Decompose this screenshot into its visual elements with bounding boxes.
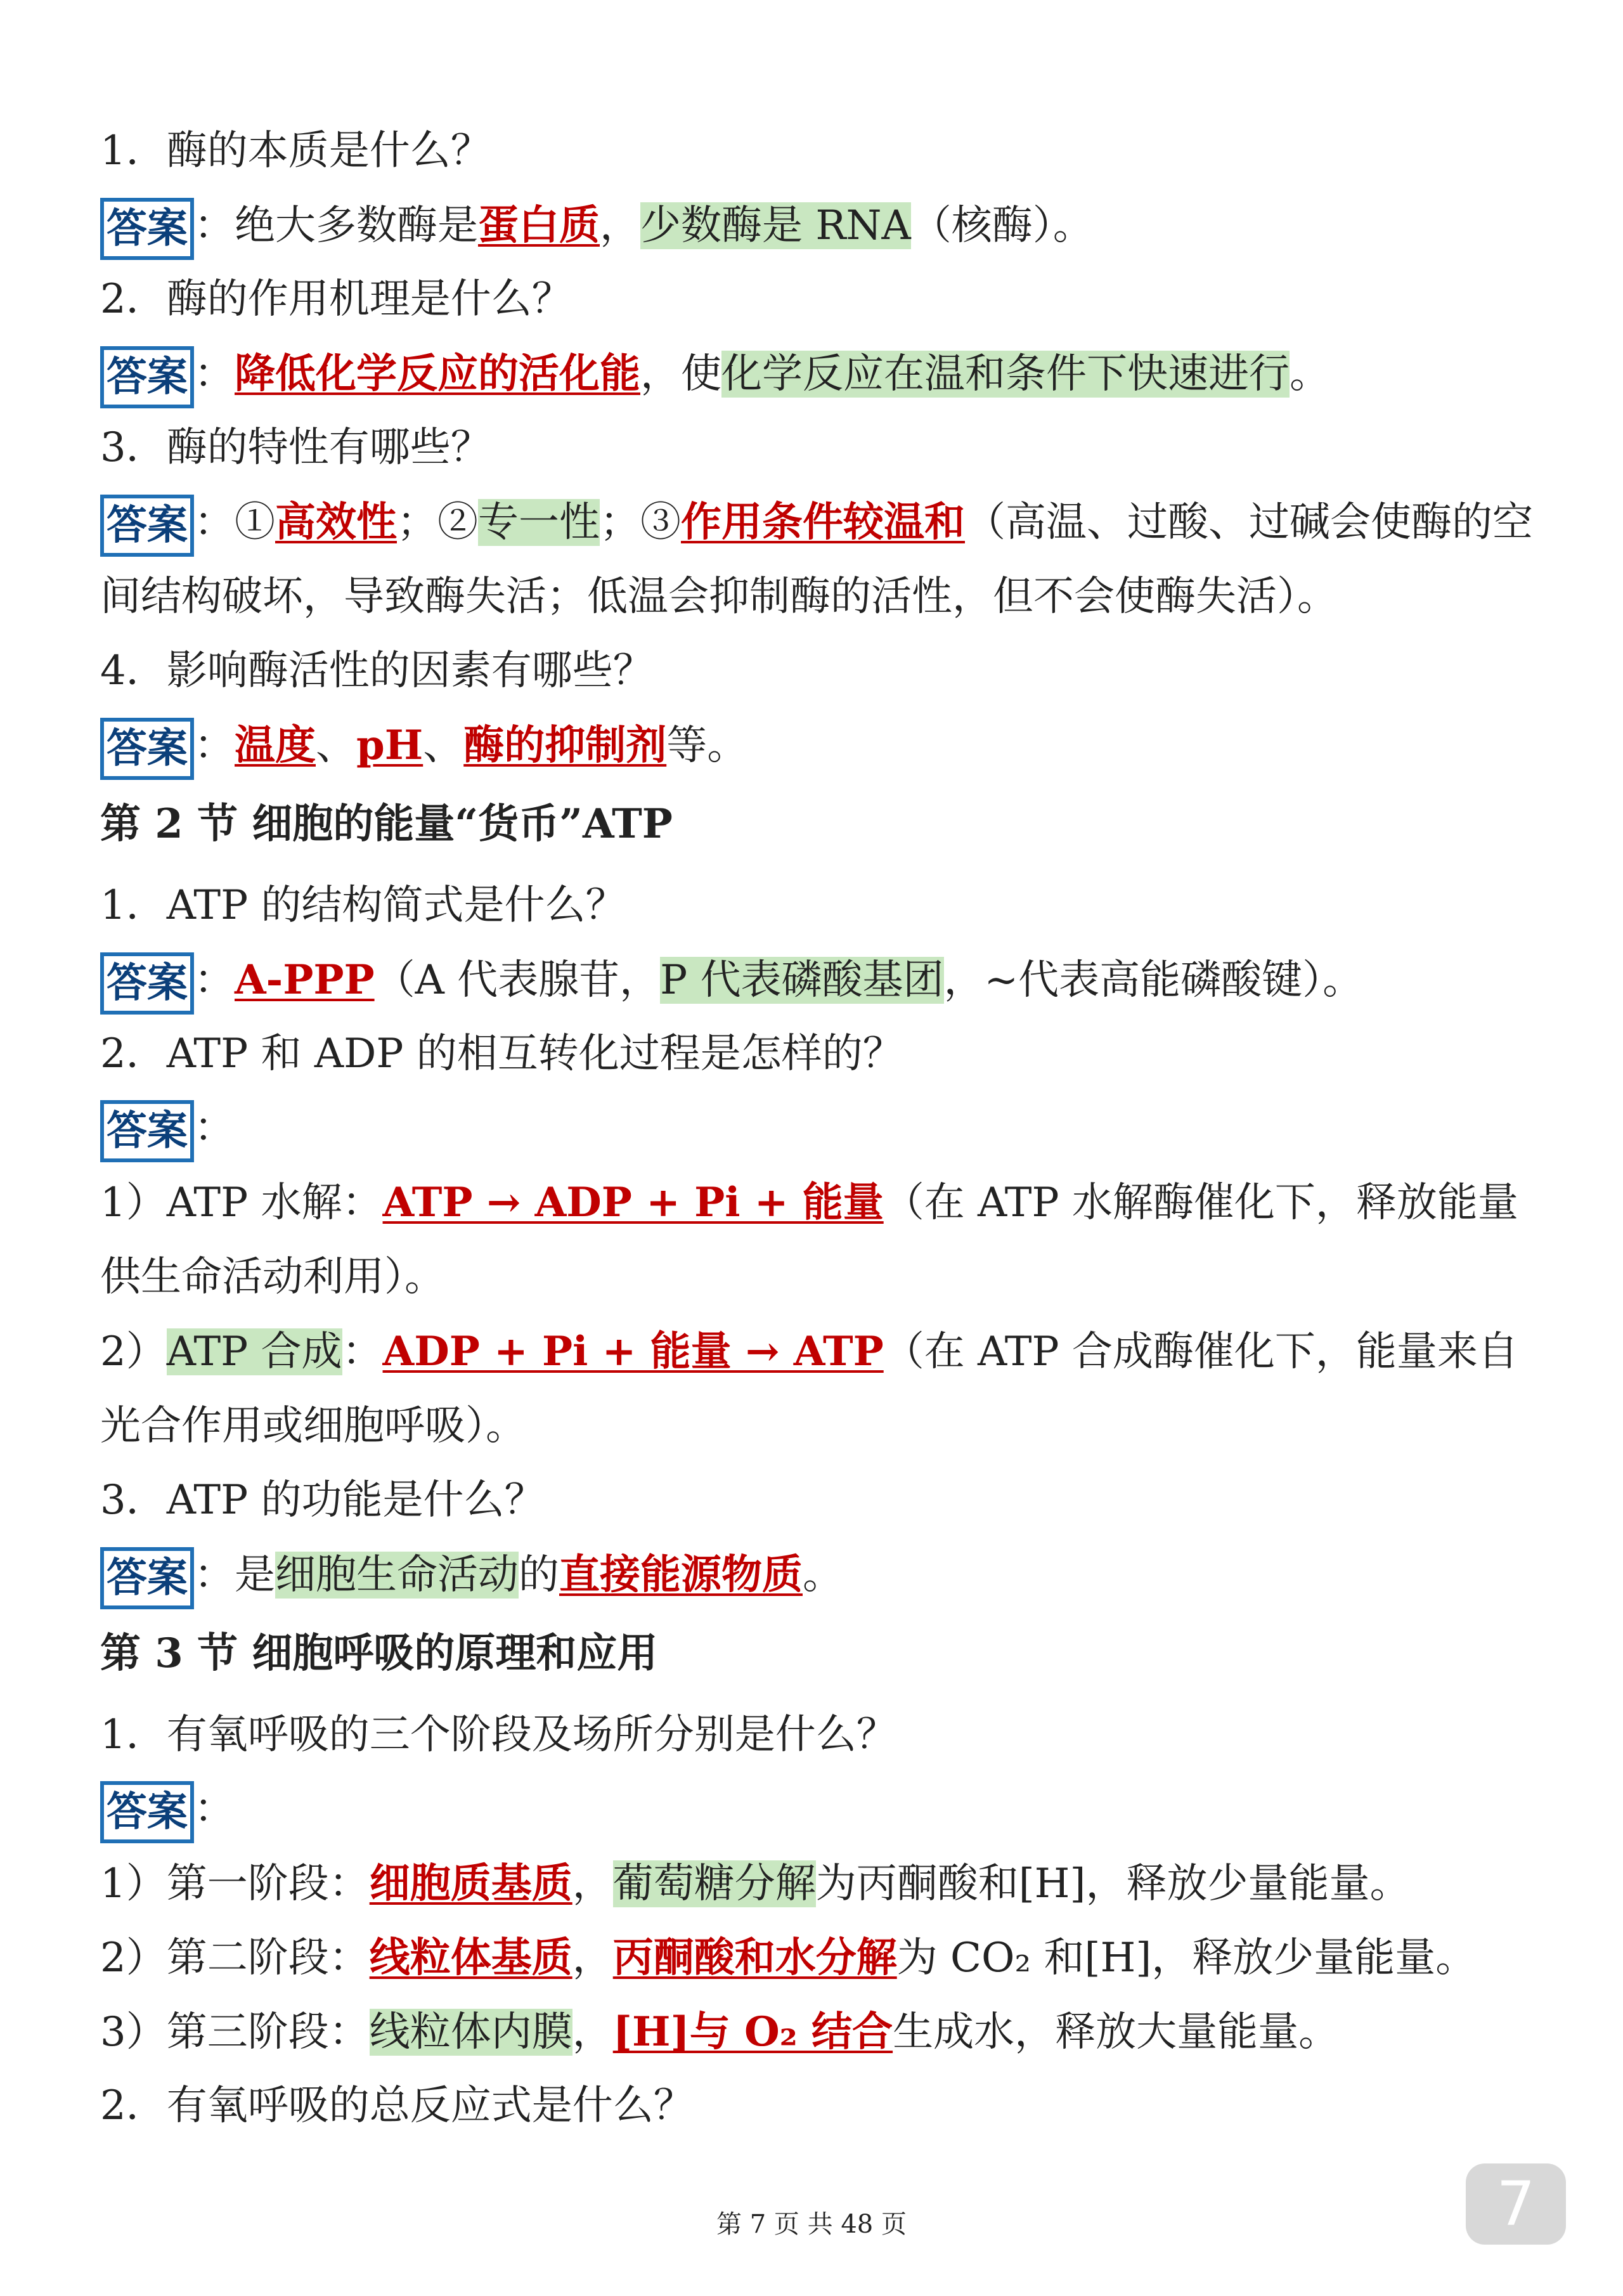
question-s3-1: 1．有氧呼吸的三个阶段及场所分别是什么？	[100, 1711, 897, 1758]
key-term: 线粒体基质	[369, 1934, 572, 1981]
question-4: 4．影响酶活性的因素有哪些？	[100, 647, 654, 694]
answer-4: 答案 ：温度、pH、酶的抑制剂等。	[100, 708, 1539, 782]
highlight: ATP 合成	[166, 1328, 342, 1375]
key-term: 直接能源物质	[559, 1551, 803, 1599]
question-s2-2: 2．ATP 和 ADP 的相互转化过程是怎样的？	[100, 1030, 903, 1077]
answer-s2-2-label: 答案 ：	[100, 1091, 1539, 1165]
answer-2: 答案 ：降低化学反应的活化能，使化学反应在温和条件下快速进行。	[100, 337, 1539, 411]
key-term: 温度	[235, 722, 316, 769]
key-term: 丙酮酸和水分解	[612, 1934, 897, 1981]
answer-3: 答案 ：①高效性；②专一性；③作用条件较温和（高温、过酸、过碱会使酶的空间结构破坏，导致酶失活；低温会抑制酶的活性，但不会使酶失活）。	[100, 485, 1539, 634]
highlight: 线粒体内膜	[369, 2009, 572, 2056]
answer-s3-1-label: 答案 ：	[100, 1772, 1539, 1846]
key-term: pH	[356, 722, 424, 769]
answer-s3-1-item-1: 1）第一阶段：细胞质基质，葡萄糖分解为丙酮酸和[H]，释放少量能量。	[100, 1860, 1411, 1907]
answer-s2-2-item-2: 2）ATP 合成：ADP + Pi + 能量 → ATP（在 ATP 合成酶催化下，能量来自光合作用或细胞呼吸）。	[100, 1328, 1518, 1450]
answer-label: 答案	[100, 495, 194, 557]
question-2: 2．酶的作用机理是什么？	[100, 276, 572, 323]
question-s2-1: 1．ATP 的结构简式是什么？	[100, 882, 626, 929]
highlight: 专一性	[478, 499, 600, 546]
key-term: 高效性	[275, 498, 397, 546]
question-3: 3．酶的特性有哪些？	[100, 424, 491, 471]
key-term: 蛋白质	[478, 202, 600, 249]
highlight: 细胞生命活动	[275, 1552, 519, 1599]
highlight: 化学反应在温和条件下快速进行	[721, 351, 1290, 398]
answer-label: 答案	[100, 1547, 194, 1609]
key-term: ADP + Pi + 能量 → ATP	[382, 1328, 884, 1375]
answer-label: 答案	[100, 1100, 194, 1162]
section-heading-2: 第 2 节 细胞的能量“货币”ATP	[100, 800, 673, 848]
question-1: 1．酶的本质是什么？	[100, 127, 491, 174]
highlight: P 代表磷酸基团	[660, 957, 944, 1004]
highlight: 葡萄糖分解	[612, 1860, 816, 1907]
question-s2-3: 3．ATP 的功能是什么？	[100, 1477, 545, 1524]
highlight: 少数酶是 RNA	[640, 202, 911, 249]
key-term: 作用条件较温和	[681, 498, 965, 546]
page-footer: 第 7 页 共 48 页	[716, 2210, 907, 2239]
answer-s3-1-item-2: 2）第二阶段：线粒体基质，丙酮酸和水分解为 CO₂ 和[H]，释放少量能量。	[100, 1934, 1477, 1981]
key-term: [H]与 O₂ 结合	[612, 2008, 893, 2056]
answer-label: 答案	[100, 198, 194, 260]
answer-label: 答案	[100, 346, 194, 408]
page-number-badge: 7	[1466, 2163, 1566, 2245]
answer-s2-2-item-1: 1）ATP 水解：ATP → ADP + Pi + 能量（在 ATP 水解酶催化下，释放能量供生命活动利用）。	[100, 1179, 1518, 1300]
key-term: A-PPP	[235, 956, 375, 1004]
answer-label: 答案	[100, 718, 194, 780]
answer-label: 答案	[100, 1781, 194, 1843]
key-term: ATP → ADP + Pi + 能量	[382, 1179, 884, 1226]
answer-label: 答案	[100, 952, 194, 1015]
answer-s2-3: 答案 ：是细胞生命活动的直接能源物质。	[100, 1538, 1539, 1612]
answer-s3-1-item-3: 3）第三阶段：线粒体内膜，[H]与 O₂ 结合生成水，释放大量能量。	[100, 2008, 1340, 2056]
document-body	[100, 114, 1539, 2143]
key-term: 降低化学反应的活化能	[235, 350, 640, 398]
section-heading-3: 第 3 节 细胞呼吸的原理和应用	[100, 1630, 658, 1677]
key-term: 酶的抑制剂	[463, 722, 667, 769]
question-s3-2: 2．有氧呼吸的总反应式是什么？	[100, 2082, 694, 2129]
answer-s2-1: 答案 ：A-PPP（A 代表腺苷，P 代表磷酸基团，~代表高能磷酸键）。	[100, 943, 1539, 1017]
key-term: 细胞质基质	[369, 1860, 572, 1907]
answer-1: 答案 ：绝大多数酶是蛋白质，少数酶是 RNA（核酶）。	[100, 188, 1539, 263]
